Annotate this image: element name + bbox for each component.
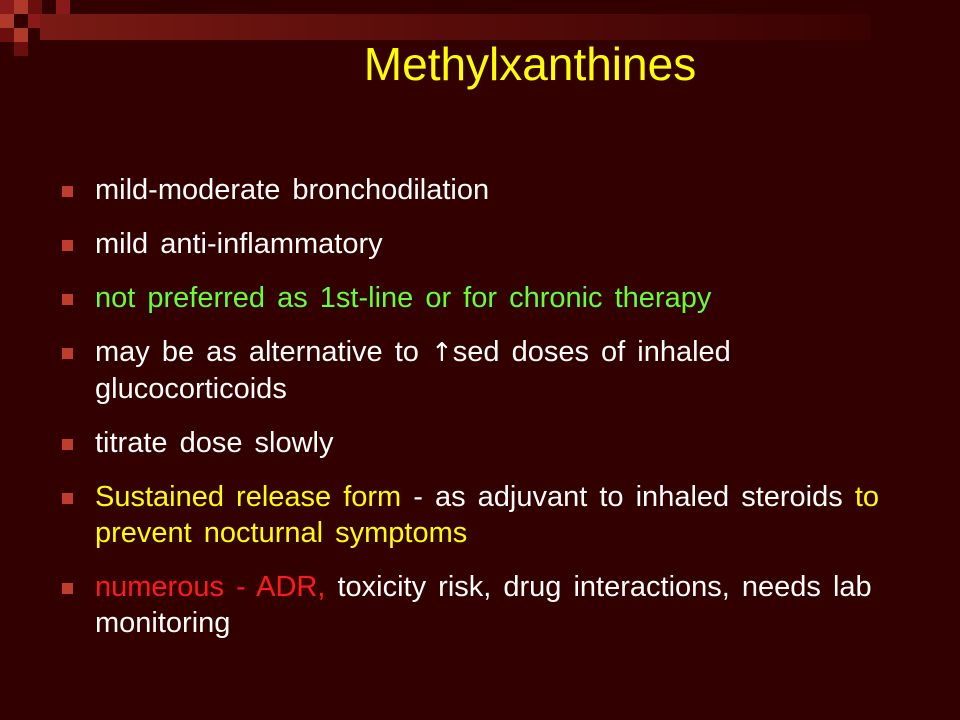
bullet-text: toxicity risk, drug interactions, needs lab monitoring <box>95 571 872 639</box>
bullet-marker-icon <box>62 583 73 594</box>
bullet-item <box>62 280 922 316</box>
bullet-text: mild-moderate bronchodilation <box>95 174 490 206</box>
bullet-text: mild anti-inflammatory <box>95 228 383 260</box>
bullet-text: to prevent nocturnal symptoms <box>95 481 879 549</box>
slide-title: Methylxanthines <box>363 38 697 90</box>
up-arrow-icon: ↑ <box>430 338 453 368</box>
bullet-text: Sustained release form <box>95 481 402 513</box>
decor-square <box>0 14 14 28</box>
bullet-item <box>62 569 922 641</box>
decor-square <box>28 0 42 14</box>
decor-square <box>0 0 14 14</box>
bullet-marker-icon <box>62 348 73 359</box>
bullet-marker-icon <box>62 240 73 251</box>
bullet-text: - as adjuvant to inhaled steroids <box>401 481 855 513</box>
bullet-text: not preferred as 1st-line or for chronic therapy <box>95 282 712 314</box>
bullet-marker-icon <box>62 439 73 450</box>
bullet-text: titrate dose slowly <box>95 427 334 459</box>
bullet-item <box>62 226 922 262</box>
bullet-marker-icon <box>62 186 73 197</box>
bullet-text: may be as alternative to <box>95 336 431 368</box>
bullet-marker-icon <box>62 493 73 504</box>
decor-square <box>56 0 70 14</box>
decor-square <box>14 0 28 14</box>
bullet-item <box>62 479 922 551</box>
bullet-marker-icon <box>62 294 73 305</box>
bullet-item <box>62 172 922 208</box>
bullet-list <box>62 172 922 659</box>
bullet-item <box>62 334 922 407</box>
bullet-text: sed doses of inhaled glucocorticoids <box>95 336 731 405</box>
bullet-item <box>62 425 922 461</box>
bullet-text: numerous - ADR, <box>95 571 326 603</box>
